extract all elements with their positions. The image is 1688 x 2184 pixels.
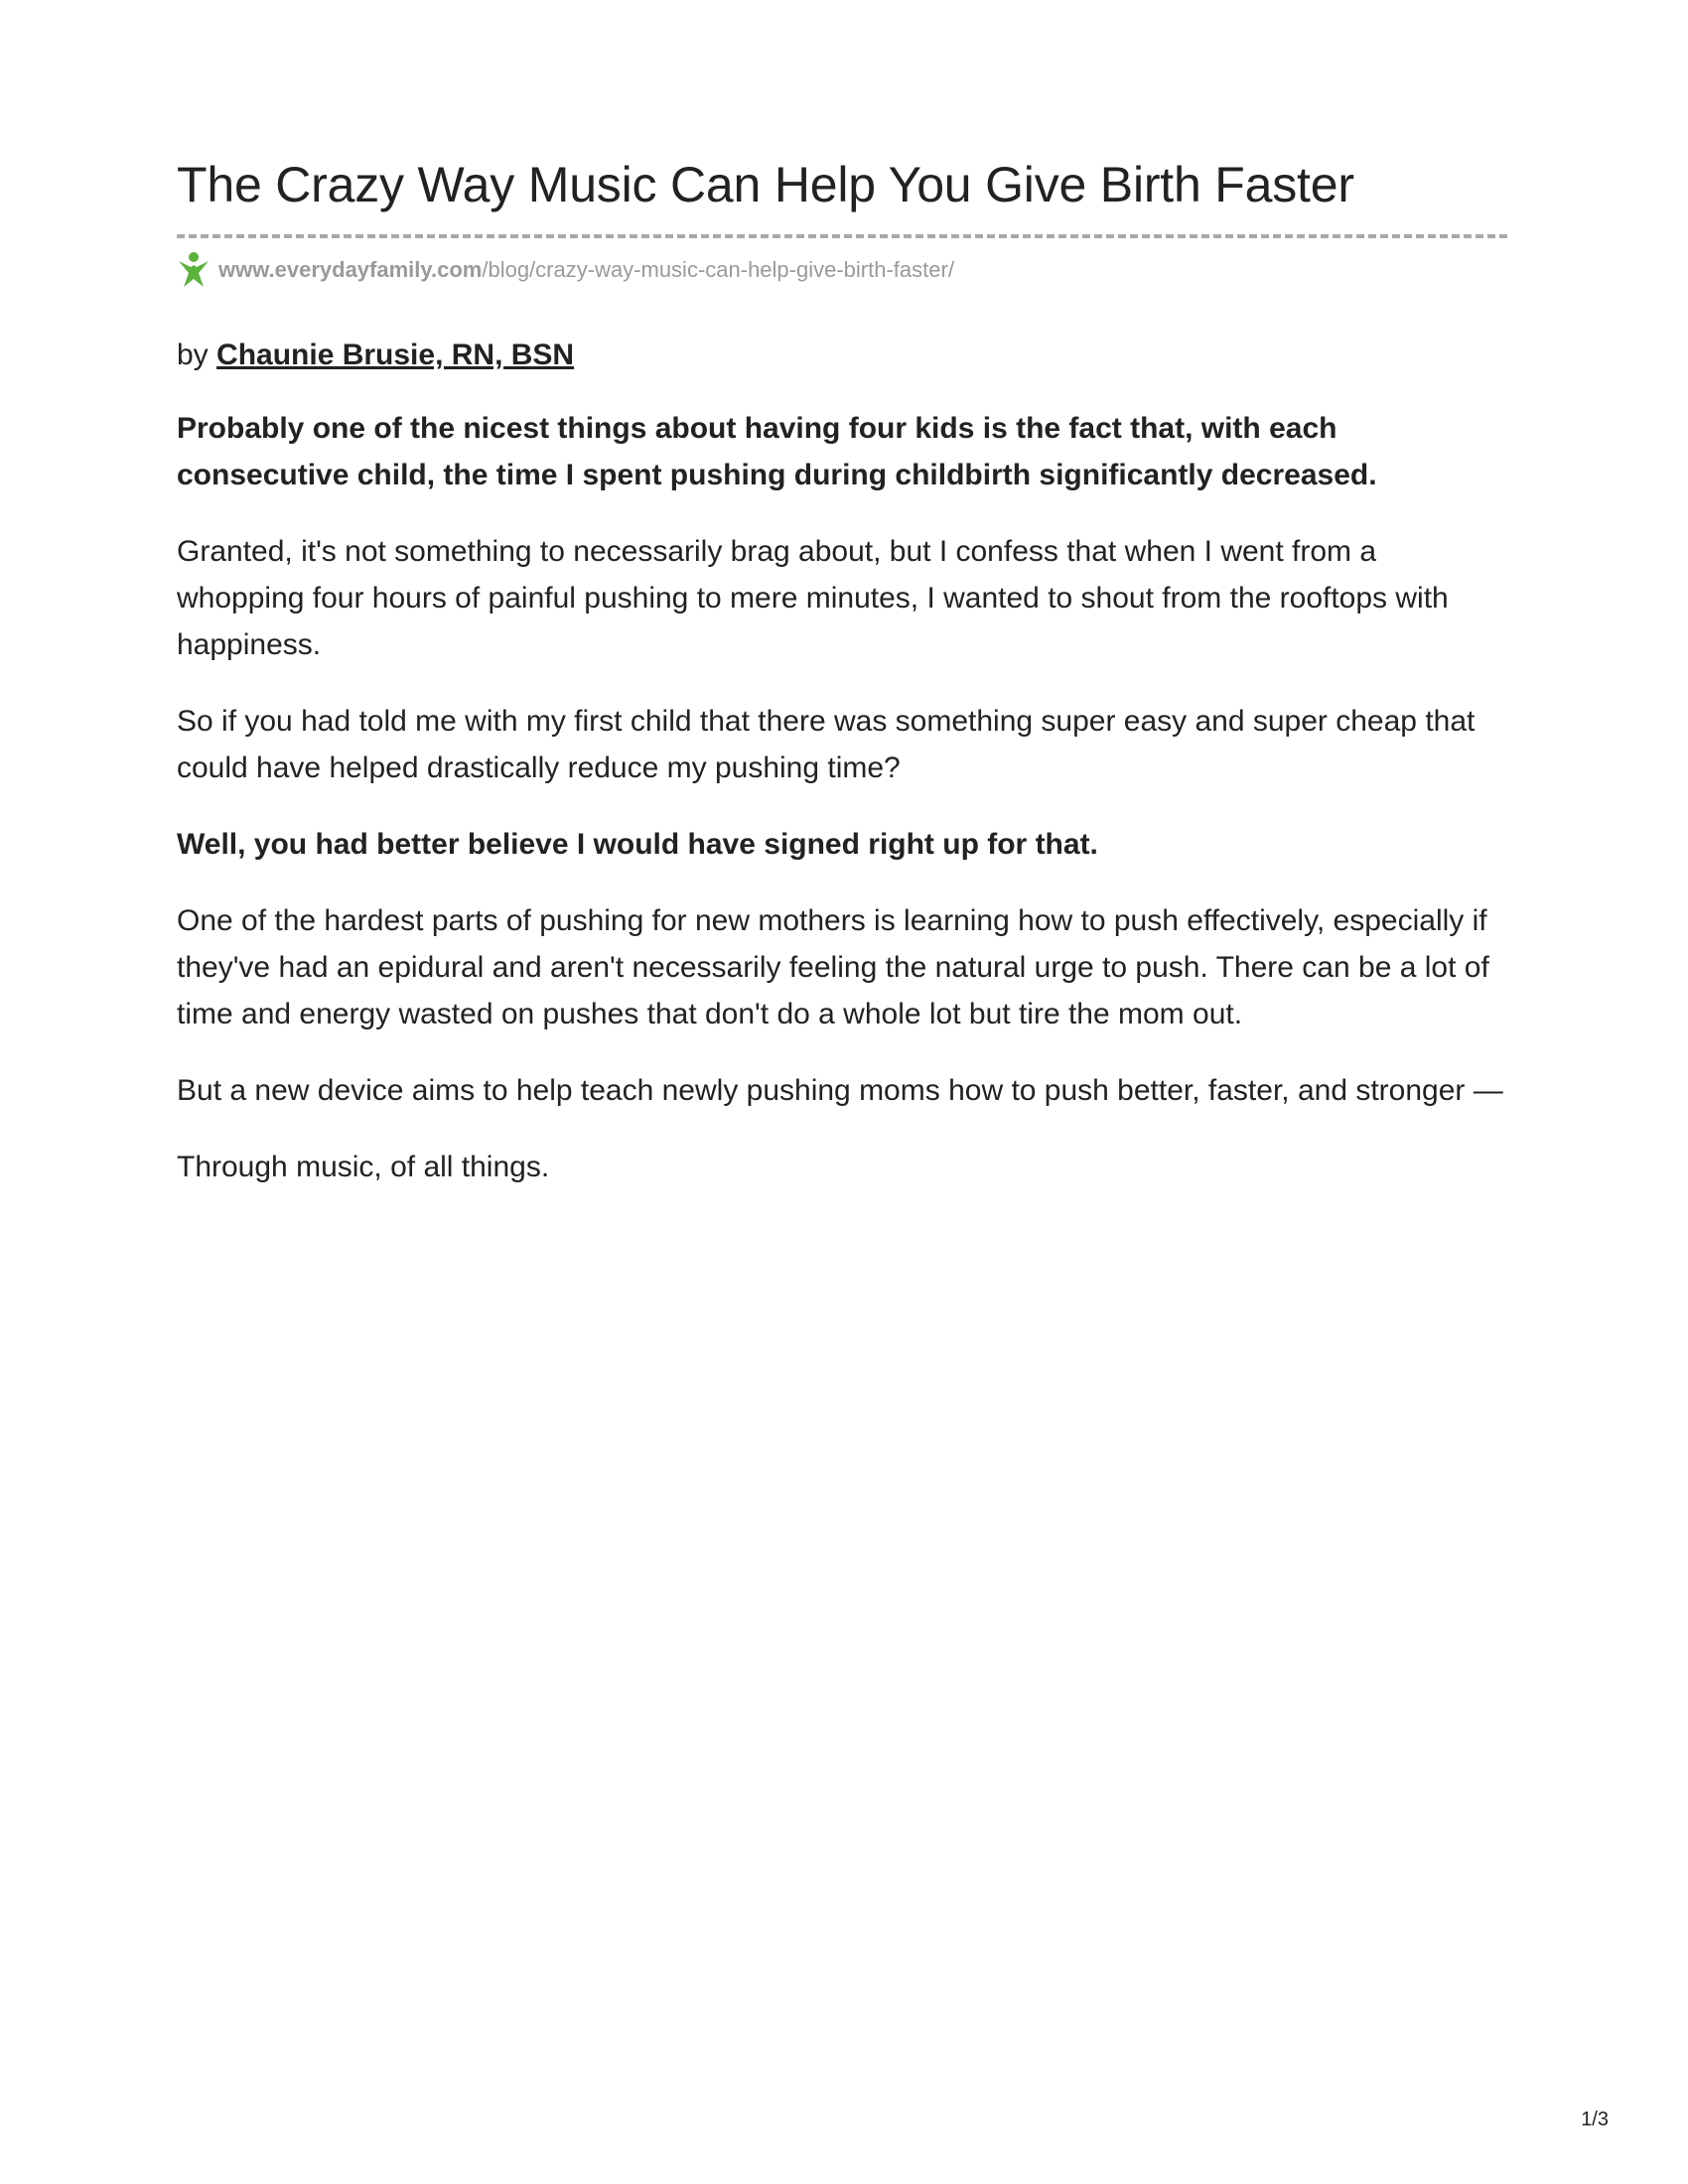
source-path: /blog/crazy-way-music-can-help-give-birth-faster/ [482, 257, 954, 282]
byline [177, 334, 1507, 377]
paragraph: So if you had told me with my first child that there was something super easy and super cheap that could have helped drastically reduce my pushing time? [177, 705, 1476, 784]
paragraph: Granted, it's not something to necessarily brag about, but I confess that when I went from a whopping four hours of painful pushing to mere minutes, I wanted to shout from the rooftops with happiness. [177, 535, 1449, 661]
paragraph-intro: Probably one of the nicest things about having four kids is the fact that, with each consecutive child, the time I spent pushing during childbirth significantly decreased. [177, 412, 1377, 491]
source-domain: www.everydayfamily.com [218, 257, 483, 282]
paragraph: Through music, of all things. [177, 1151, 550, 1183]
byline-prefix: by [177, 339, 209, 371]
everydayfamily-logo-icon [177, 251, 211, 289]
page-title: The Crazy Way Music Can Help You Give Birth Faster [177, 157, 1354, 212]
paragraph: But a new device aims to help teach newly pushing moms how to push better, faster, and stronger — [177, 1074, 1503, 1107]
author-link[interactable]: Chaunie Brusie, RN, BSN [216, 339, 575, 371]
source-line [177, 250, 1507, 290]
paragraph-emphasis: Well, you had better believe I would have signed right up for that. [177, 828, 1098, 861]
article [177, 149, 1507, 1190]
page-number: 1/3 [1581, 2109, 1609, 2130]
title-divider [177, 234, 1507, 238]
paragraph: One of the hardest parts of pushing for new mothers is learning how to push effectively, especially if they've had an epidural and aren't necessarily feeling the natural urge to push. There can be a lot of time and energy wasted on pushes that don't do a whole lot but tire the mom out. [177, 904, 1489, 1030]
source-link[interactable] [218, 257, 954, 283]
